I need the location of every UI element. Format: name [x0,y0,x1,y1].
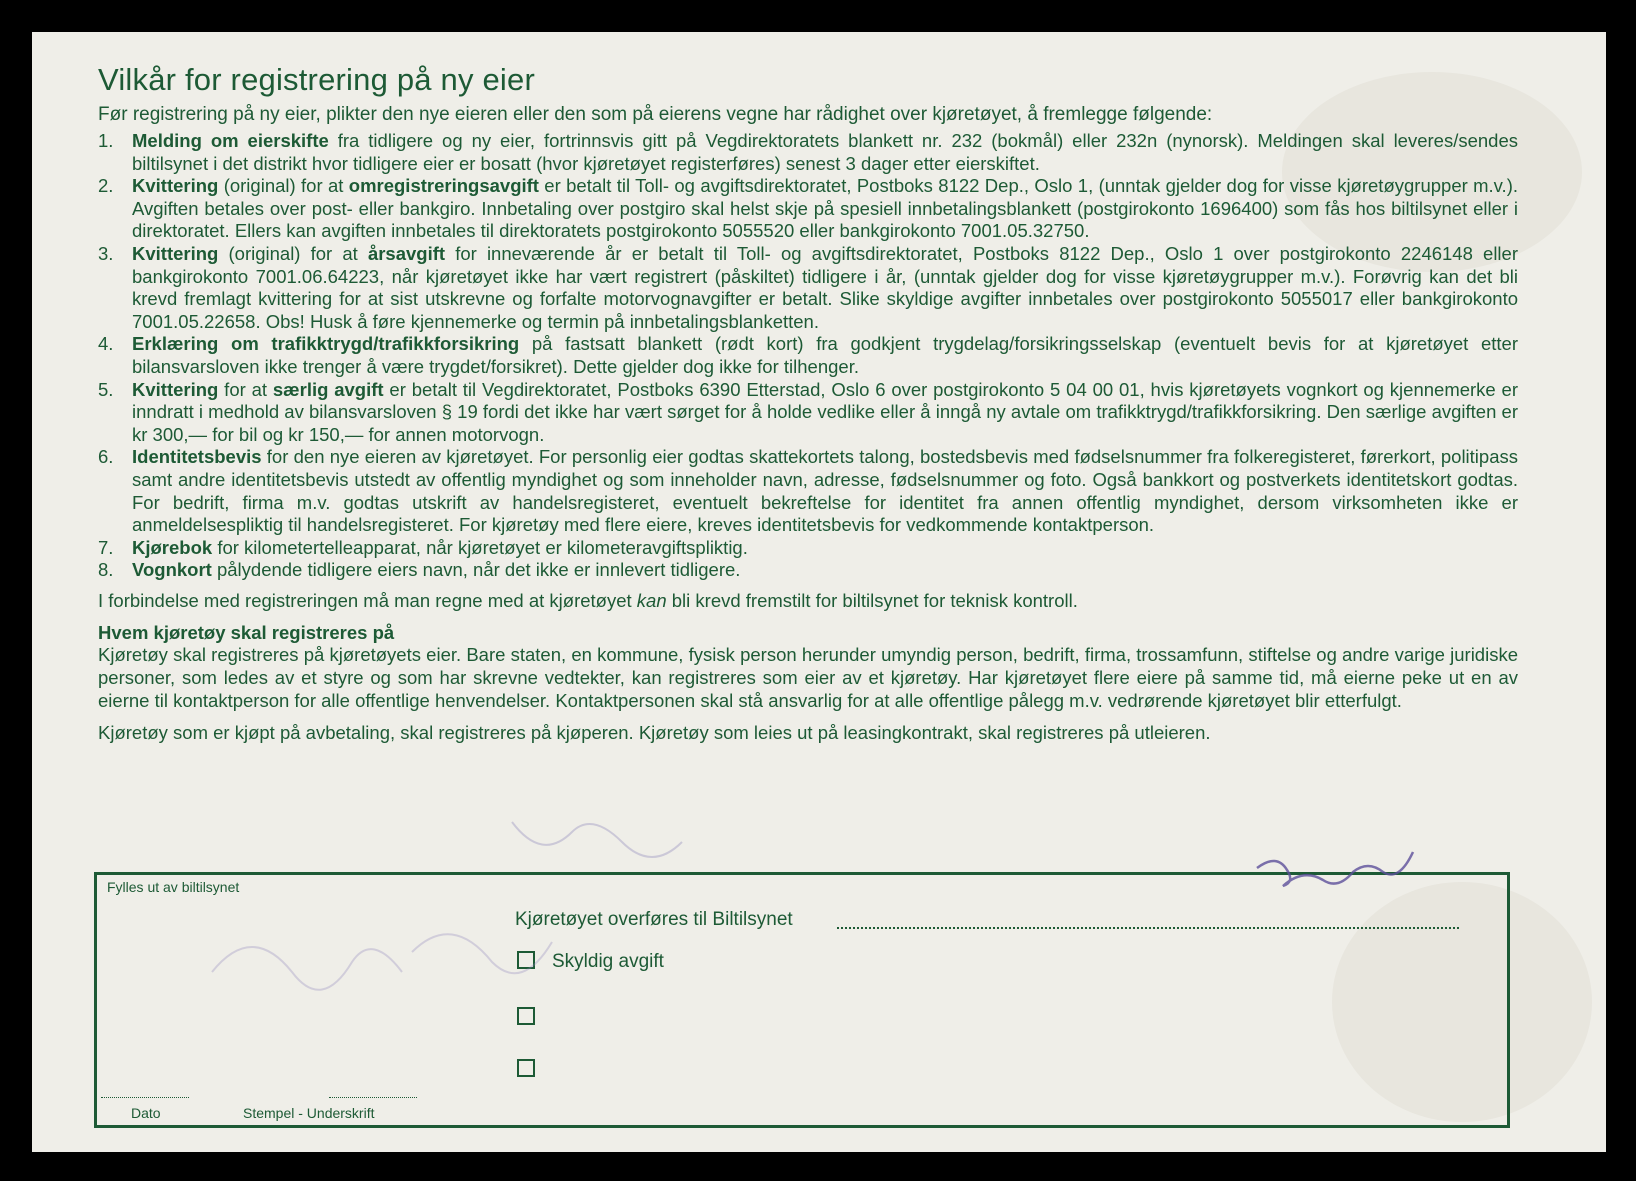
item-text: er betalt til Toll- og avgiftsdirektoratet, Postboks 8122 Dep., Oslo 1, (unntak gjelder dog for visse kjøretøygrupper m.v.). Avgiften betales over post- eller bankgiro. Innbetaling over postgiro skal helst skje på spesiell innbetalingsblankett (postgirokonto 1696400) som fås hos biltilsynet eller i direktoratet. Ellers kan avgiften innbetales til direktoratets postgirokonto 5055520 eller bankgirokonto 7001.05.32750. [132,175,1518,242]
item-number: 6. [98,446,114,468]
intro-text: Før registrering på ny eier, plikter den nye eieren eller den som på eierens vegne har rådighet over kjøretøyet, å fremlegge følgende: [98,104,1213,125]
who-text: Kjøretøy skal registreres på kjøretøyets eier. Bare staten, en kommune, fysisk person herunder umyndig person, bedrift, firma, trossamfunn, stiftelse og andre varige juridiske personer, som ledes av et styre og som har skrevne vedtekter, kan registreres som eier av et kjøretøy. Har kjøretøyet flere eiere på samme tid, må eierne peke ut en av eierne til kontaktperson for alle offentlige henvendelser. Kontaktpersonen skal stå ansvarlig for at alle offentlige pålegg m.v. vedrørende kjøretøyet blir etterfulgt. [98,644,1518,711]
item-text: for den nye eieren av kjøretøyet. For personlig eier godtas skattekortets talong, bostedsbevis med fødselsnummer fra folkeregisteret, førerkort, politipass samt andre identitetsbevis utstedt av offentlig myndighet og som inneholder navn, adresse, fødselsnummer og foto. Også bankkort og postverkets identitetskort godtas. For bedrift, firma m.v. godtas utskrift av handelsregisteret, eventuelt bekreftelse for identitet fra annen offentlig myndighet, dersom virksomheten ikke er anmeldelsespliktig til handelsregisteret. For kjøretøy med flere eiere, kreves identitetsbevis for vedkommende kontaktperson. [132,446,1518,536]
item-number: 4. [98,333,114,355]
item-number: 5. [98,378,114,400]
date-label: Dato [131,1105,161,1121]
item-text: for at [218,378,273,400]
item-keyword: Kvittering [132,378,219,400]
transfer-label: Kjøretøyet overføres til Biltilsynet [515,909,793,930]
inspection-emphasis: kan [636,589,667,611]
item-keyword: Kvittering [132,175,219,197]
item-text: (original) for at [218,175,349,197]
skyldig-avgift-label: Skyldig avgift [552,951,664,972]
item-number: 8. [98,559,114,581]
who-heading: Hvem kjøretøy skal registreres på [98,622,395,644]
item-keyword: Vognkort [132,559,212,581]
item-text: på fastsatt blankett (rødt kort) fra godkjent trygdelag/forsikringsselskap (eventuelt bevis for at kjøretøyet etter bilansvarsloven ikke trenger å være trygdet/forsikret). Dette gjelder dog ikke for tilhenger. [132,333,1518,377]
item-number: 3. [98,242,114,264]
item-keyword: omregistreringsavgift [348,175,539,197]
item-text: er betalt til Vegdirektoratet, Postboks 6390 Etterstad, Oslo 6 over postgirokonto 5 04 00 01, hvis kjøretøyets vognkort og kjennemerke er inndratt i medhold av bilansvarsloven § 19 fordi det ikke har vært sørget for å holde vedlike eller å inngå ny avtale om trafikktrygd/trafikkforsikring. Den særlige avgiften er kr 300,— for bil og kr 150,— for annen motorvogn. [132,378,1518,445]
item-text: for inneværende år er betalt til Toll- og avgiftsdirektoratet, Postboks 8122 Dep., Oslo 1 over postgirokonto 2246148 eller bankgirokonto 7001.06.64223, når kjøretøyet ikke har vært registrert (påskiltet) tidligere i år, (unntak gjelder dog for visse kjøretøygrupper m.v.). Forøvrig kan det bli krevd fremlagt kvittering for at sist utskrevne og forfalte motorvognavgifter er betalt. Slike skyldige avgifter innbetales over postgirokonto 5055017 eller bankgirokonto 7001.05.22658. Obs! Husk å føre kjennemerke og termin på innbetalingsblanketten. [132,242,1518,332]
item-text: fra tidligere og ny eier, fortrinnsvis gitt på Vegdirektoratets blankett nr. 232 (bokmål) eller 232n (nynorsk). Meldingen skal leveres/sendes biltilsynet i det distrikt hvor tidligere eier er bosatt (hvor kjøretøyet registerføres) senest 3 dager etter eierskiftet. [132,130,1519,174]
item-number: 7. [98,536,114,558]
item-number: 2. [98,175,114,197]
item-number: 1. [98,130,114,151]
item-keyword: Kvittering [132,242,219,264]
inspection-text: I forbindelse med registreringen må man regne med at kjøretøyet [98,589,637,611]
item-text: for kilometertelleapparat, når kjøretøyet er kilometeravgiftspliktig. [212,536,748,558]
item-text: (original) for at [218,242,368,264]
item-text: pålydende tidligere eiers navn, når det ikke er innlevert tidligere. [211,559,741,581]
item-keyword: Melding om eierskifte [132,130,329,151]
page-title: Vilkår for registrering på ny eier [98,62,535,97]
box-title: Fylles ut av biltilsynet [107,879,240,895]
item-keyword: særlig avgift [272,378,384,400]
inspection-text: bli krevd fremstilt for biltilsynet for teknisk kontroll. [666,589,1078,611]
document-page [32,32,1606,1152]
stamp-label: Stempel - Underskrift [243,1105,375,1121]
item-keyword: Identitetsbevis [132,446,262,468]
item-keyword: årsavgift [367,242,446,264]
item-keyword: Erklæring om trafikktrygd/trafikkforsikring [132,333,520,355]
handwritten-signature [32,32,1606,1152]
item-keyword: Kjørebok [132,536,213,558]
installment-text: Kjøretøy som er kjøpt på avbetaling, skal registreres på kjøperen. Kjøretøy som leies ut på leasingkontrakt, skal registreres på utleieren. [98,722,1211,744]
